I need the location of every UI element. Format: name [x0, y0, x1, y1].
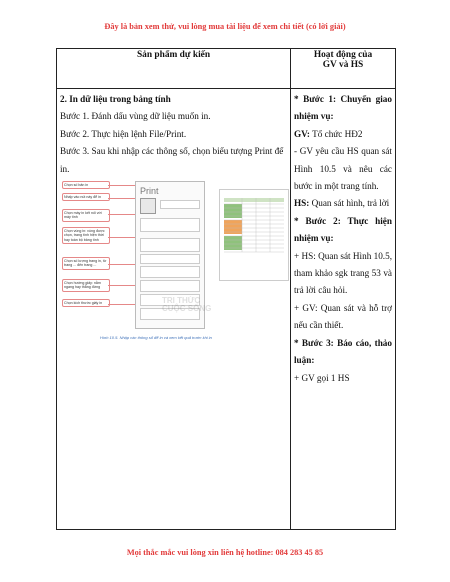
gv-step3: + GV gọi 1 HS: [294, 372, 350, 383]
hs-task: [294, 195, 392, 212]
step-3-text: Bước 3. Sau khi nhập các thông số, chọn biểu tượng Print để in.: [60, 146, 284, 174]
step-1-text: Bước 1. Đánh dấu vùng dữ liệu muốn in.: [60, 111, 211, 122]
gv-label: GV:: [294, 128, 310, 139]
header-activities: [291, 49, 396, 89]
hs-step2: + HS: Quan sát Hình 10.5, tham khảo sgk trang 53 và trả lời câu hỏi.: [294, 250, 392, 296]
print-icon[interactable]: [140, 198, 156, 214]
print-preview-sheet: [219, 189, 289, 281]
preview-table-graphic: [220, 190, 288, 280]
printer-select[interactable]: [140, 218, 200, 232]
figure-caption: Hình 10.5. Nhập các thông số để in và xem kết quả trước khi in: [100, 335, 212, 341]
preview-banner: Đây là bản xem thử, vui lòng mua tài liệu để xem chi tiết (có lời giải): [104, 22, 346, 31]
lesson-table: [56, 48, 396, 530]
print-panel-title: Print: [140, 186, 159, 197]
gv-task-text: Tổ chức HĐ2: [310, 128, 363, 139]
section-heading: 2. In dữ liệu trong bảng tính: [60, 94, 171, 104]
watermark-line1: TRI THỨC: [162, 296, 201, 306]
gv-detail: - GV yêu cầu HS quan sát Hình 10.5 và nêu các bước in một trang tính.: [294, 146, 392, 192]
activities-cell: [291, 89, 396, 530]
collate-select[interactable]: [140, 266, 200, 278]
callout-printer: Chọn máy in kết nối với máy tính: [62, 209, 110, 222]
callout-page-range: Chọn số lượng trang in, từ trang ... đến trang ...: [62, 257, 110, 270]
gv-step2: + GV: Quan sát và hỗ trợ nếu cần thiết.: [294, 302, 392, 331]
watermark-line2: CUỘC SỐNG: [162, 304, 212, 314]
callout-orientation: Chọn hướng giấy: nằm ngang hay thẳng đứng: [62, 279, 110, 292]
copies-field[interactable]: [160, 200, 200, 209]
figure-print-dialog: [60, 181, 288, 349]
expected-product-cell: [57, 89, 291, 530]
hotline-banner: Mọi thắc mắc vui lòng xin liên hệ hotline: 084 283 45 85: [126, 548, 324, 557]
header-expected-product: Sản phẩm dự kiến: [57, 49, 291, 89]
step-3-label: * Bước 3: Báo cáo, thảo luận:: [294, 337, 392, 366]
step-1-label: * Bước 1: Chuyển giao nhiệm vụ:: [294, 94, 392, 122]
step-2-label: * Bước 2: Thực hiện nhiệm vụ:: [294, 215, 392, 244]
print-area-select[interactable]: [140, 238, 200, 252]
callout-print-area: Chọn vùng in: vùng được chọn, trang tính hiện thời hay toàn bộ bảng tính: [62, 227, 110, 244]
hs-task-text: Quan sát hình, trả lời: [309, 198, 390, 209]
watermark: [162, 297, 211, 313]
page-range-fields[interactable]: [140, 254, 200, 264]
hs-label: HS:: [294, 198, 310, 209]
callout-paper-size: Chọn kích thước giấy in: [62, 299, 110, 307]
orientation-select[interactable]: [140, 280, 200, 292]
callout-print-button: Nhấp vào nút này để in: [62, 193, 110, 201]
callout-copies: Chọn số bản in: [62, 181, 110, 189]
step-2-text: Bước 2. Thực hiện lệnh File/Print.: [60, 128, 187, 139]
header-activities-line2: GV và HS: [322, 60, 364, 70]
header-activities-line1: Hoạt động của: [313, 50, 373, 60]
gv-task: [294, 126, 392, 143]
